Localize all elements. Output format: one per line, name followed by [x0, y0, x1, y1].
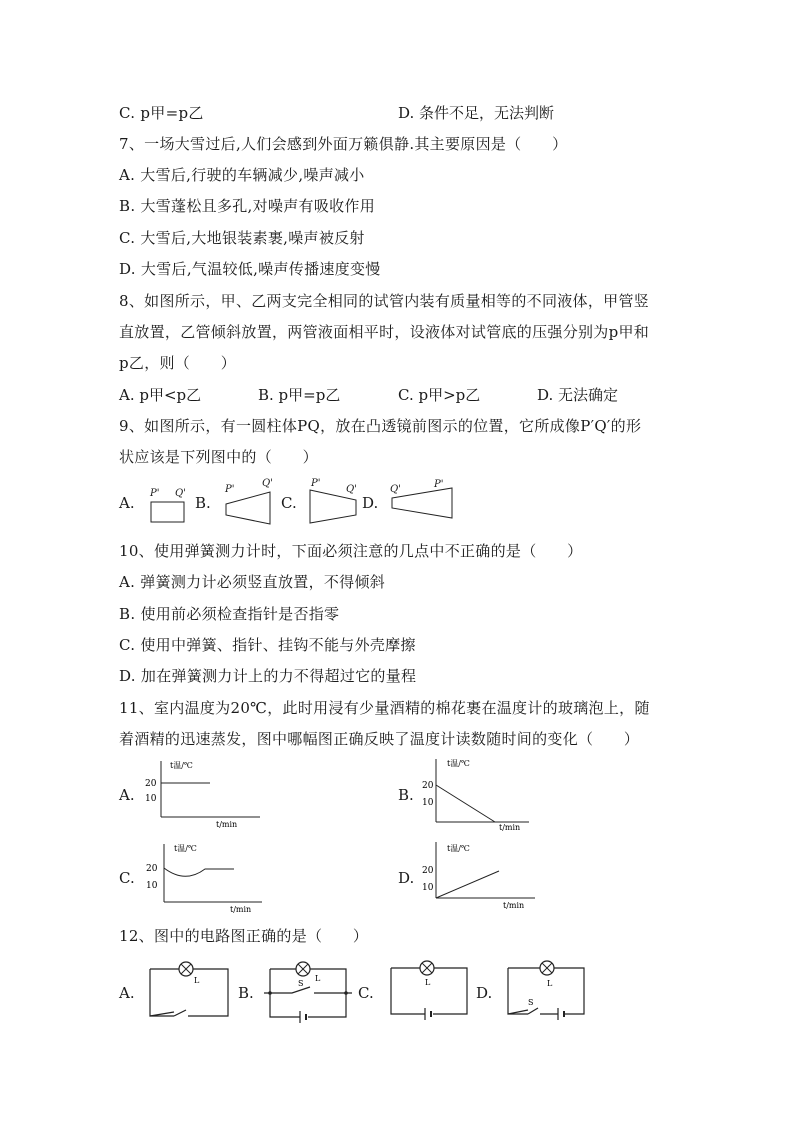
- q9-stem-line2: 状应该是下列图中的（ ）: [119, 448, 318, 466]
- q12-a-lamp-label: L: [194, 976, 200, 985]
- q9-option-b-label: B.: [195, 494, 211, 512]
- q10-stem: 10、使用弹簧测力计时，下面必须注意的几点中不正确的是（ ）: [119, 542, 583, 560]
- q9-option-c-label: C.: [281, 494, 297, 512]
- q11-option-d-label: D.: [398, 869, 415, 887]
- q10-option-d: D. 加在弹簧测力计上的力不得超过它的量程: [119, 667, 417, 685]
- q11-b-ylabel: t温/℃: [447, 759, 470, 768]
- q11-option-c-label: C.: [119, 869, 135, 887]
- q11-c-xlabel: t/min: [230, 905, 252, 914]
- q11-graph-b: [419, 757, 559, 832]
- q11-a-ylabel: t温/℃: [170, 761, 193, 770]
- q6-option-d: D. 条件不足，无法判断: [398, 104, 555, 122]
- q12-option-c-label: C.: [358, 984, 374, 1002]
- q11-graph-a: [140, 757, 280, 832]
- q11-a-tick-20: 20: [145, 779, 157, 789]
- q9-d-p-label: P': [434, 479, 444, 490]
- q11-c-ylabel: t温/℃: [174, 844, 197, 853]
- q11-graph-c: [140, 840, 280, 915]
- q10-option-c: C. 使用中弹簧、指针、挂钩不能与外壳摩擦: [119, 636, 416, 654]
- q11-graph-d: [419, 840, 559, 915]
- q7-option-a: A. 大雪后,行驶的车辆减少,噪声减小: [119, 166, 365, 184]
- q8-option-c: C. p甲>p乙: [398, 386, 481, 404]
- q12-b-lamp-label: L: [315, 974, 321, 983]
- q9-d-q-label: Q': [390, 484, 401, 495]
- q11-c-tick-20: 20: [146, 864, 158, 874]
- q8-stem-line2: 直放置，乙管倾斜放置，两管液面相平时，设液体对试管底的压强分别为p甲和: [119, 323, 650, 341]
- q9-a-p-label: P': [150, 488, 160, 499]
- q11-d-xlabel: t/min: [503, 901, 525, 910]
- q7-stem: 7、一场大雪过后,人们会感到外面万籁俱静.其主要原因是（ ）: [119, 135, 568, 153]
- q7-option-c: C. 大雪后,大地银装素裹,噪声被反射: [119, 229, 365, 247]
- q11-a-tick-10: 10: [145, 794, 157, 804]
- q11-a-xlabel: t/min: [216, 820, 238, 829]
- q12-d-lamp-label: L: [547, 979, 553, 988]
- q9-a-q-label: Q': [175, 488, 186, 499]
- q9-d-trapezoid-image: [390, 486, 456, 522]
- q9-c-p-label: P': [311, 478, 321, 489]
- q11-b-tick-10: 10: [422, 798, 434, 808]
- q8-option-b: B. p甲=p乙: [258, 386, 341, 404]
- q12-circuit-a: [146, 960, 234, 1020]
- q10-option-b: B. 使用前必须检查指针是否指零: [119, 605, 340, 623]
- q12-circuit-b: [262, 955, 354, 1023]
- q12-option-d-label: D.: [476, 984, 493, 1002]
- q8-option-a: A. p甲<p乙: [119, 386, 202, 404]
- q9-b-p-label: P': [225, 484, 235, 495]
- q11-d-tick-10: 10: [422, 883, 434, 893]
- q9-a-rectangle-image: [150, 500, 186, 524]
- q11-d-tick-20: 20: [422, 866, 434, 876]
- q11-b-tick-20: 20: [422, 781, 434, 791]
- q11-option-a-label: A.: [119, 786, 135, 804]
- q10-option-a: A. 弹簧测力计必须竖直放置，不得倾斜: [119, 573, 386, 591]
- q11-d-ylabel: t温/℃: [447, 844, 470, 853]
- q9-b-trapezoid-image: [224, 490, 274, 526]
- q7-option-d: D. 大雪后,气温较低,噪声传播速度变慢: [119, 260, 381, 278]
- q8-stem-line1: 8、如图所示，甲、乙两支完全相同的试管内装有质量相等的不同液体，甲管竖: [119, 292, 650, 310]
- q9-c-trapezoid-image: [308, 488, 360, 526]
- q8-option-d: D. 无法确定: [537, 386, 619, 404]
- q9-option-d-label: D.: [362, 494, 379, 512]
- q8-stem-line3: p乙，则（ ）: [119, 354, 237, 372]
- q7-option-b: B. 大雪蓬松且多孔,对噪声有吸收作用: [119, 197, 376, 215]
- q12-d-switch-label: S: [528, 998, 534, 1007]
- q12-stem: 12、图中的电路图正确的是（ ）: [119, 927, 369, 945]
- q12-option-b-label: B.: [238, 984, 254, 1002]
- q11-c-tick-10: 10: [146, 881, 158, 891]
- q12-option-a-label: A.: [119, 984, 135, 1002]
- q9-c-q-label: Q': [346, 484, 357, 495]
- q11-stem-line1: 11、室内温度为20℃，此时用浸有少量酒精的棉花裹在温度计的玻璃泡上，随: [119, 699, 650, 717]
- q11-b-xlabel: t/min: [499, 823, 521, 832]
- q12-c-lamp-label: L: [425, 978, 431, 987]
- q12-circuit-c: [387, 958, 473, 1022]
- q12-circuit-d: [504, 958, 590, 1022]
- q9-option-a-label: A.: [119, 494, 135, 512]
- q9-stem-line1: 9、如图所示，有一圆柱体PQ，放在凸透镜前图示的位置，它所成像P′Q′的形: [119, 417, 642, 435]
- q12-b-switch-label: S: [298, 979, 304, 988]
- q9-b-q-label: Q': [262, 478, 273, 489]
- q11-option-b-label: B.: [398, 786, 414, 804]
- q11-stem-line2: 着酒精的迅速蒸发，图中哪幅图正确反映了温度计读数随时间的变化（ ）: [119, 730, 640, 748]
- q6-option-c: C. p甲=p乙: [119, 104, 204, 122]
